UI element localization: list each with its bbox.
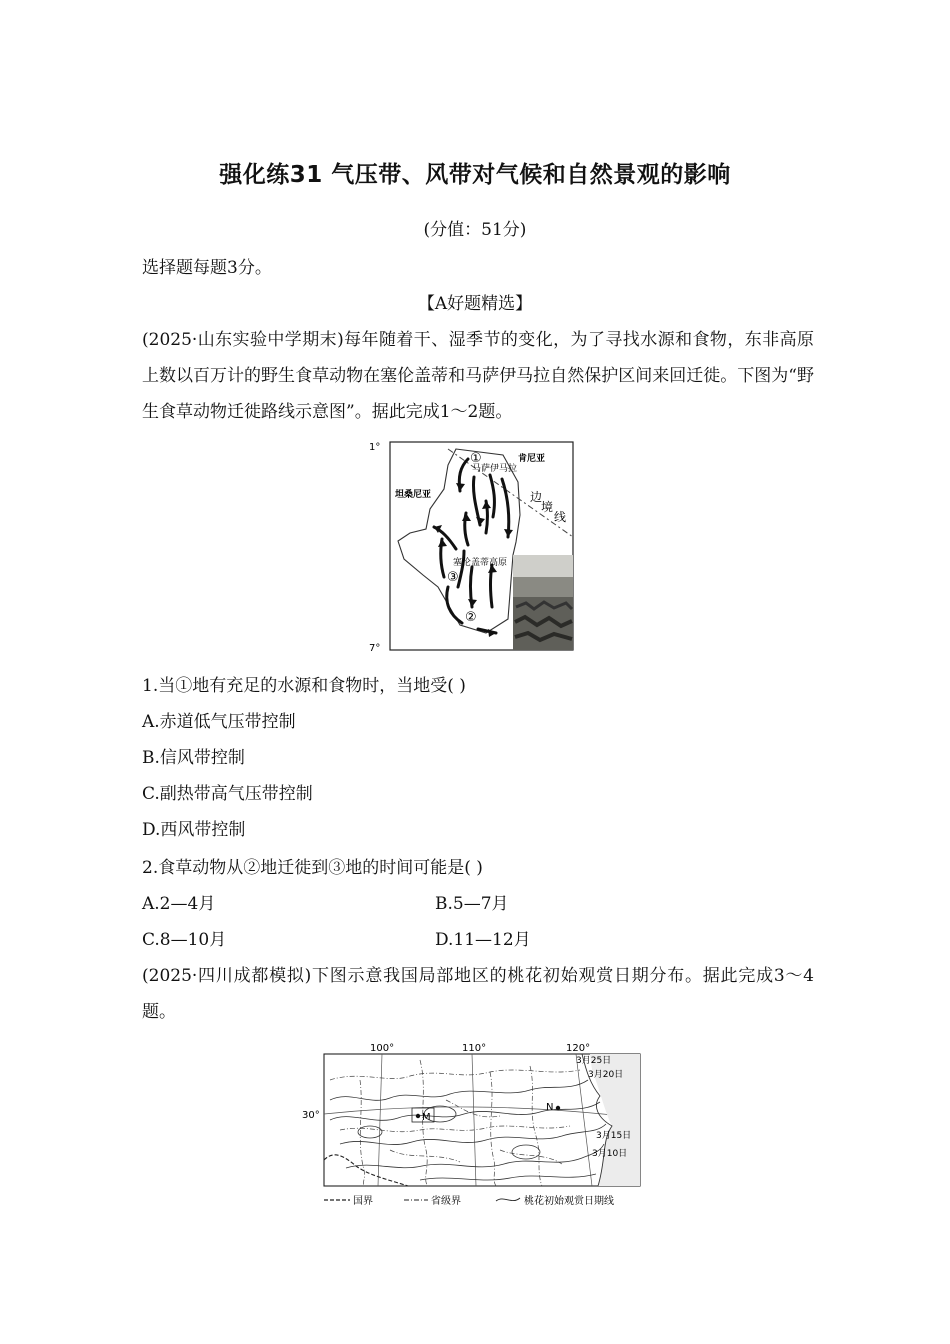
q1-option-d: D.西风带控制 (142, 820, 246, 840)
q2-option-a: A.2—4月 (142, 894, 216, 914)
section-heading: 【A好题精选】 (417, 294, 533, 314)
map-legend (324, 1194, 614, 1207)
label-serengeti: 塞伦盖蒂高原 (453, 558, 508, 568)
label-tanzania: 坦桑尼亚 (395, 490, 432, 500)
legend-isochrone: 桃花初始观赏日期线 (524, 1196, 614, 1207)
date-label-0315: 3月15日 (596, 1131, 632, 1141)
legend-province-boundary: 省级界 (431, 1196, 461, 1207)
border-char-2: 境 (541, 500, 554, 514)
date-label-0320: 3月20日 (588, 1070, 624, 1080)
legend-national-border: 国界 (353, 1196, 373, 1207)
point-m-dot (416, 1114, 420, 1118)
border-char-1: 边 (530, 490, 543, 504)
date-label-0325: 3月25日 (576, 1056, 612, 1066)
label-kenya: 肯尼亚 (518, 454, 546, 464)
q2-option-c: C.8—10月 (142, 930, 227, 950)
mark-1: ① (470, 451, 482, 466)
q1-option-b: B.信风带控制 (142, 748, 245, 768)
mark-3: ③ (447, 570, 459, 585)
instruction: 选择题每题3分。 (142, 258, 272, 278)
label-masai-mara: 马萨伊马拉 (472, 464, 518, 474)
q1-option-c: C.副热带高气压带控制 (142, 784, 313, 804)
lon-label-110: 110° (462, 1043, 487, 1054)
score-note: (分值：51分) (423, 220, 527, 240)
date-label-0310: 3月10日 (592, 1149, 628, 1159)
border-char-3: 线 (554, 510, 567, 524)
page-title: 强化练31 气压带、风带对气候和自然景观的影响 (219, 162, 731, 188)
lon-label-120: 120° (566, 1043, 591, 1054)
lat-top-label: 1° (369, 442, 381, 453)
point-n-dot (556, 1106, 560, 1110)
migration-map (368, 437, 578, 655)
lon-label-100: 100° (370, 1043, 395, 1054)
passage-2: (2025·四川成都模拟)下图示意我国局部地区的桃花初始观赏日期分布。据此完成3～4题。 (142, 966, 814, 1022)
mark-2: ② (465, 610, 477, 625)
q1-option-a: A.赤道低气压带控制 (142, 712, 296, 732)
question-1-stem: 1.当①地有充足的水源和食物时，当地受( ) (142, 676, 466, 696)
q2-option-d: D.11—12月 (435, 930, 531, 950)
q2-option-b: B.5—7月 (435, 894, 509, 914)
question-2-stem: 2.食草动物从②地迁徙到③地的时间可能是( ) (142, 858, 483, 878)
point-n-label: N (546, 1102, 554, 1113)
passage-1: (2025·山东实验中学期末)每年随着干、湿季节的变化，为了寻找水源和食物，东非高原上数以百万计的野生食草动物在塞伦盖蒂和马萨伊马拉自然保护区间来回迁徙。下图为“野生食草动物迁徙路线示意图”。据此完成1～2题。 (142, 330, 814, 422)
lat-bottom-label: 7° (369, 643, 381, 654)
lat-label-30: 30° (302, 1110, 320, 1121)
peach-blossom-map (300, 1040, 660, 1212)
point-m-label: M (422, 1112, 431, 1123)
